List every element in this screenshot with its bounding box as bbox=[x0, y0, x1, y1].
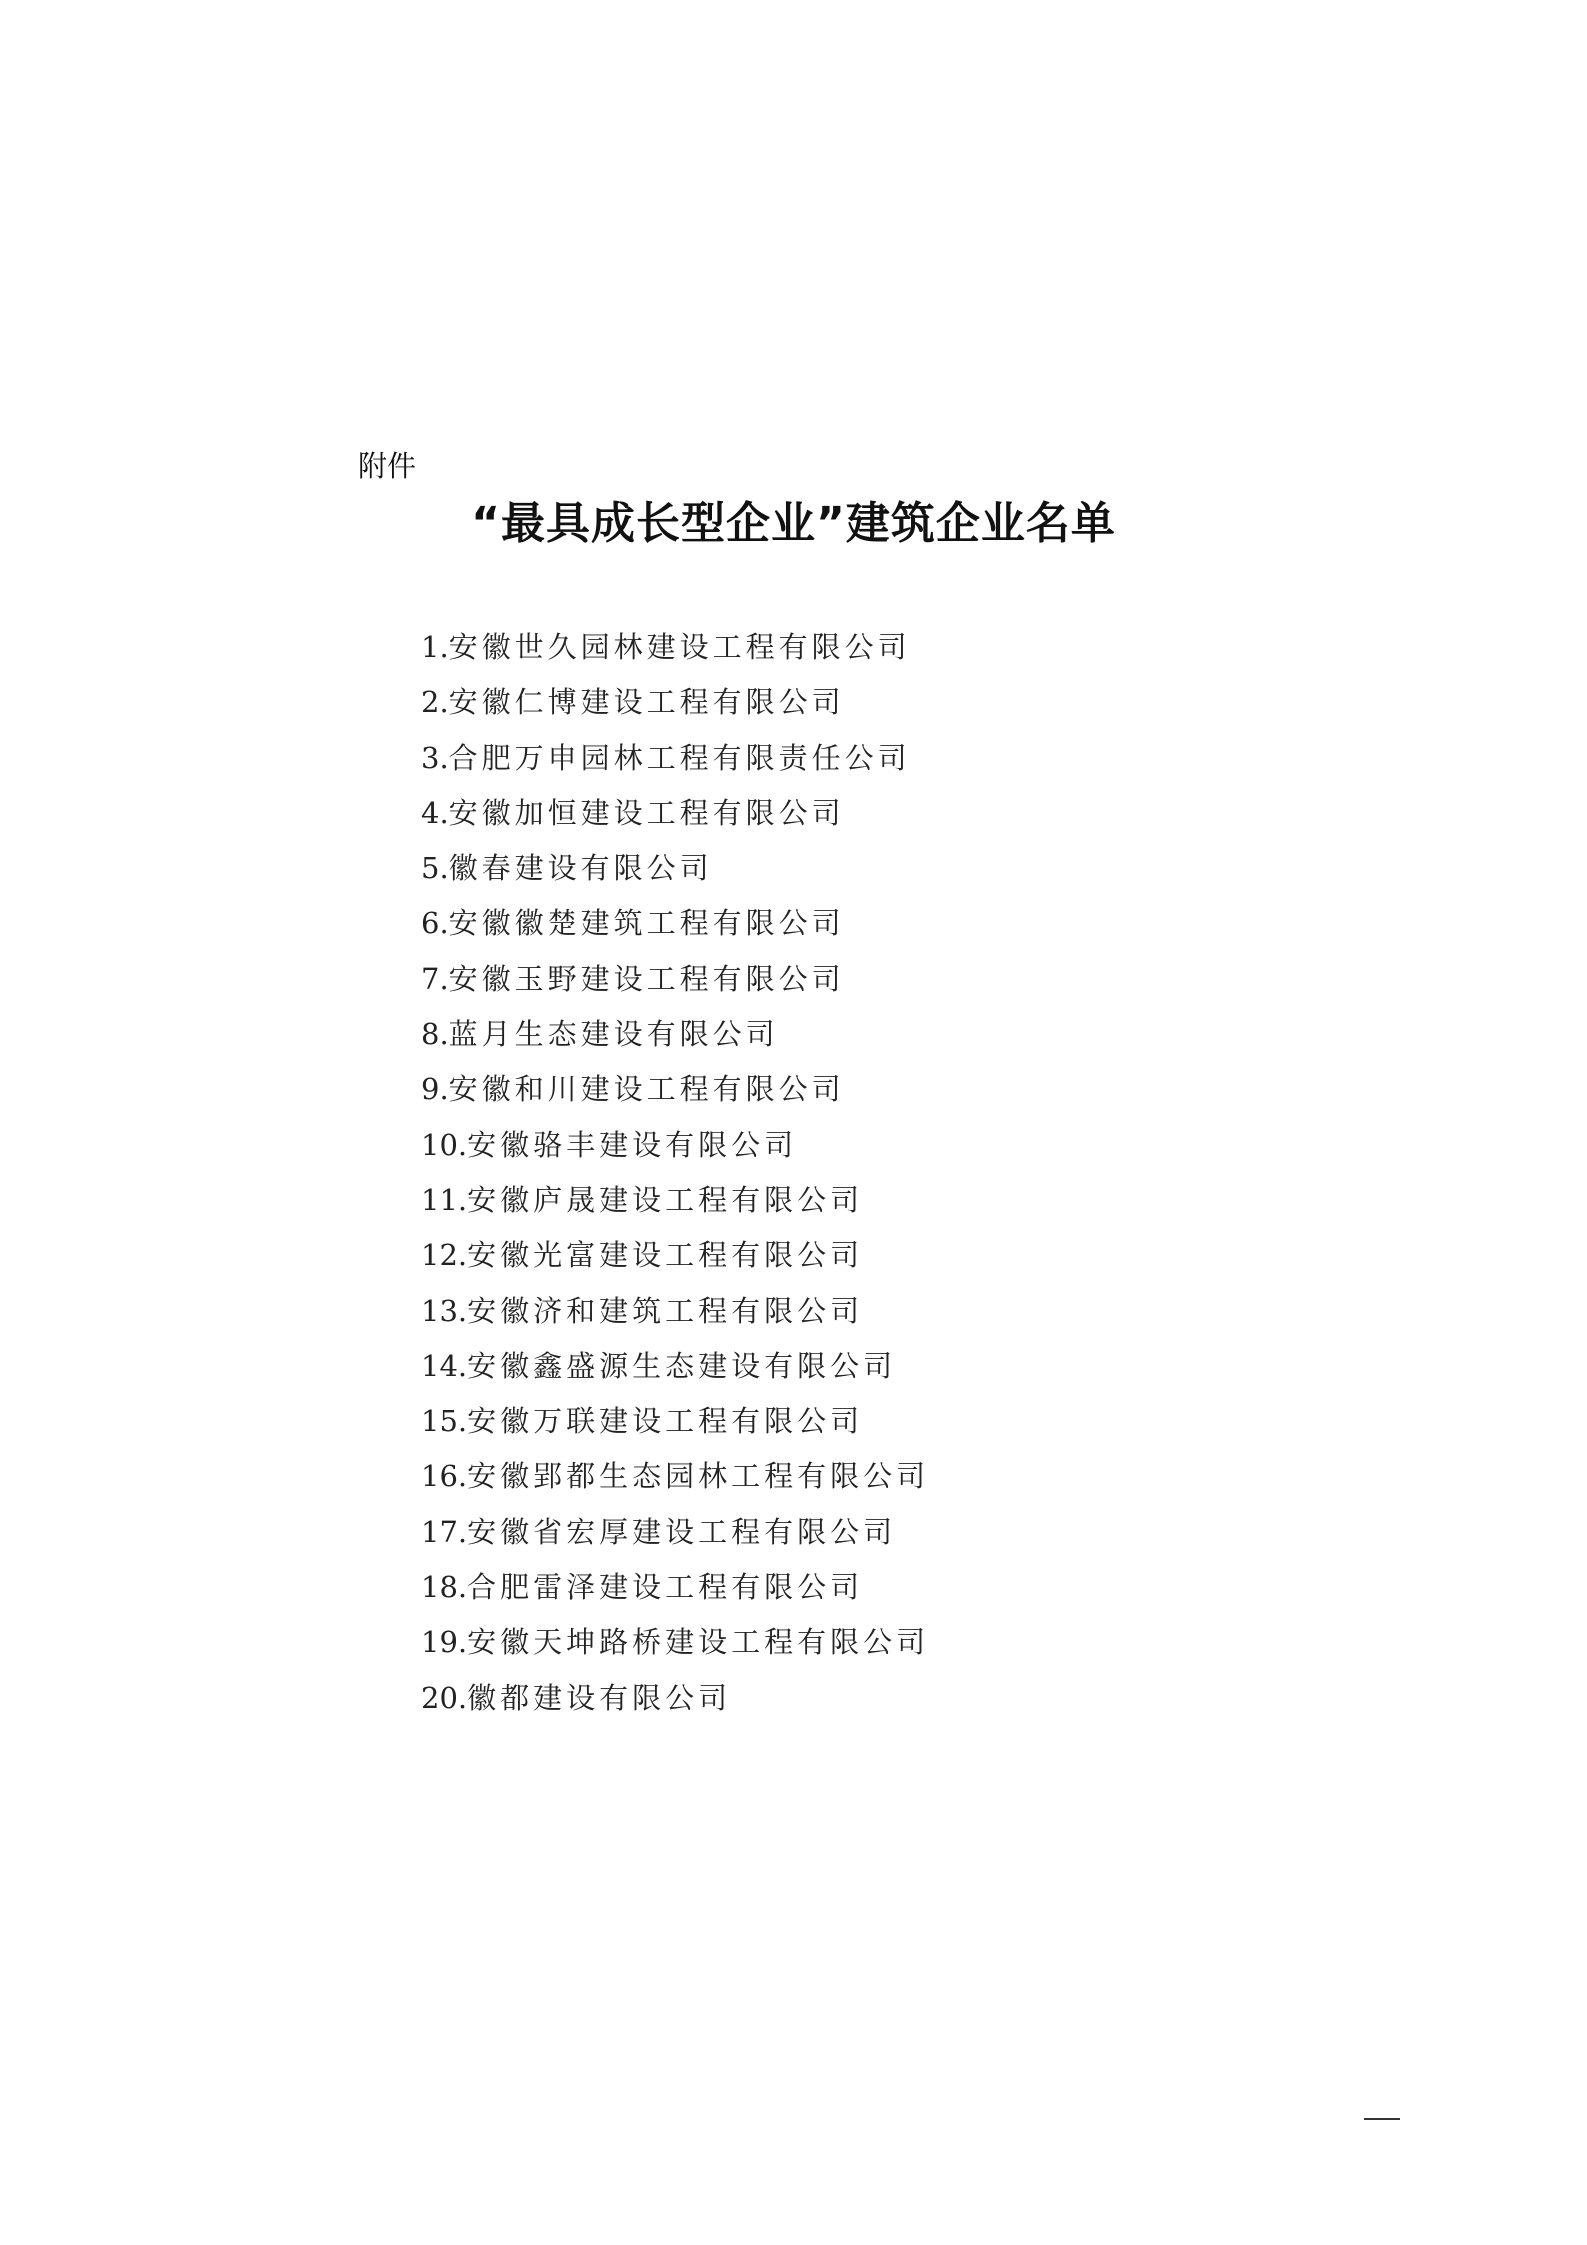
list-item-number: 16. bbox=[421, 1459, 468, 1494]
list-item bbox=[421, 1394, 929, 1449]
company-name: 安徽徽楚建筑工程有限公司 bbox=[448, 906, 845, 941]
list-item-number: 17. bbox=[421, 1514, 468, 1549]
company-name: 徽春建设有限公司 bbox=[448, 851, 713, 886]
list-item bbox=[421, 1007, 929, 1062]
list-item bbox=[421, 1284, 929, 1339]
list-item-number: 20. bbox=[421, 1680, 468, 1715]
company-name: 安徽万联建设工程有限公司 bbox=[467, 1404, 864, 1439]
company-name: 合肥万申园林工程有限责任公司 bbox=[448, 740, 911, 775]
company-name: 安徽天坤路桥建设工程有限公司 bbox=[467, 1625, 930, 1660]
list-item-number: 4. bbox=[421, 795, 449, 830]
list-item bbox=[421, 952, 929, 1007]
company-name: 合肥雷泽建设工程有限公司 bbox=[467, 1570, 864, 1605]
list-item-number: 18. bbox=[421, 1570, 468, 1605]
list-item-number: 11. bbox=[421, 1182, 468, 1217]
list-item-number: 13. bbox=[421, 1293, 468, 1328]
company-name: 安徽庐晟建设工程有限公司 bbox=[467, 1182, 864, 1217]
company-name: 安徽和川建设工程有限公司 bbox=[448, 1072, 845, 1107]
list-item-number: 1. bbox=[421, 630, 449, 664]
list-item-number: 6. bbox=[421, 906, 449, 941]
list-item bbox=[421, 1560, 929, 1615]
list-item-number: 5. bbox=[421, 851, 449, 886]
list-item-number: 14. bbox=[421, 1348, 468, 1383]
list-item bbox=[421, 1173, 929, 1228]
list-item bbox=[421, 841, 929, 896]
list-item bbox=[421, 620, 929, 675]
company-name: 徽都建设有限公司 bbox=[467, 1680, 732, 1715]
company-name: 安徽省宏厚建设工程有限公司 bbox=[467, 1514, 897, 1549]
list-item bbox=[421, 731, 929, 786]
list-item-number: 8. bbox=[421, 1017, 449, 1052]
list-item bbox=[421, 1339, 929, 1394]
company-name: 安徽仁博建设工程有限公司 bbox=[448, 685, 845, 720]
company-list bbox=[421, 620, 929, 1726]
company-name: 安徽郢都生态园林工程有限公司 bbox=[467, 1459, 930, 1494]
company-name: 安徽世久园林建设工程有限公司 bbox=[448, 630, 911, 664]
company-name: 蓝月生态建设有限公司 bbox=[448, 1017, 779, 1052]
company-name: 安徽加恒建设工程有限公司 bbox=[448, 795, 845, 830]
list-item bbox=[421, 786, 929, 841]
list-item-number: 2. bbox=[421, 685, 449, 720]
company-name: 安徽济和建筑工程有限公司 bbox=[467, 1293, 864, 1328]
list-item bbox=[421, 1062, 929, 1117]
page-number-dash bbox=[1364, 2118, 1400, 2120]
list-item-number: 15. bbox=[421, 1404, 468, 1439]
list-item-number: 9. bbox=[421, 1072, 449, 1107]
list-item bbox=[421, 675, 929, 730]
list-item bbox=[421, 1615, 929, 1670]
list-item bbox=[421, 1505, 929, 1560]
list-item-number: 19. bbox=[421, 1625, 468, 1660]
list-item-number: 10. bbox=[421, 1127, 468, 1162]
company-name: 安徽玉野建设工程有限公司 bbox=[448, 961, 845, 996]
list-item bbox=[421, 1228, 929, 1283]
company-name: 安徽骆丰建设有限公司 bbox=[467, 1127, 798, 1162]
company-name: 安徽鑫盛源生态建设有限公司 bbox=[467, 1348, 897, 1383]
company-name: 安徽光富建设工程有限公司 bbox=[467, 1238, 864, 1273]
list-item-number: 7. bbox=[421, 961, 449, 996]
list-item bbox=[421, 1449, 929, 1504]
list-item bbox=[421, 896, 929, 951]
document-title: “最具成长型企业”建筑企业名单 bbox=[471, 498, 1116, 549]
list-item bbox=[421, 1118, 929, 1173]
list-item-number: 3. bbox=[421, 740, 449, 775]
attachment-label: 附件 bbox=[358, 449, 417, 483]
list-item-number: 12. bbox=[421, 1238, 468, 1273]
list-item bbox=[421, 1671, 929, 1726]
